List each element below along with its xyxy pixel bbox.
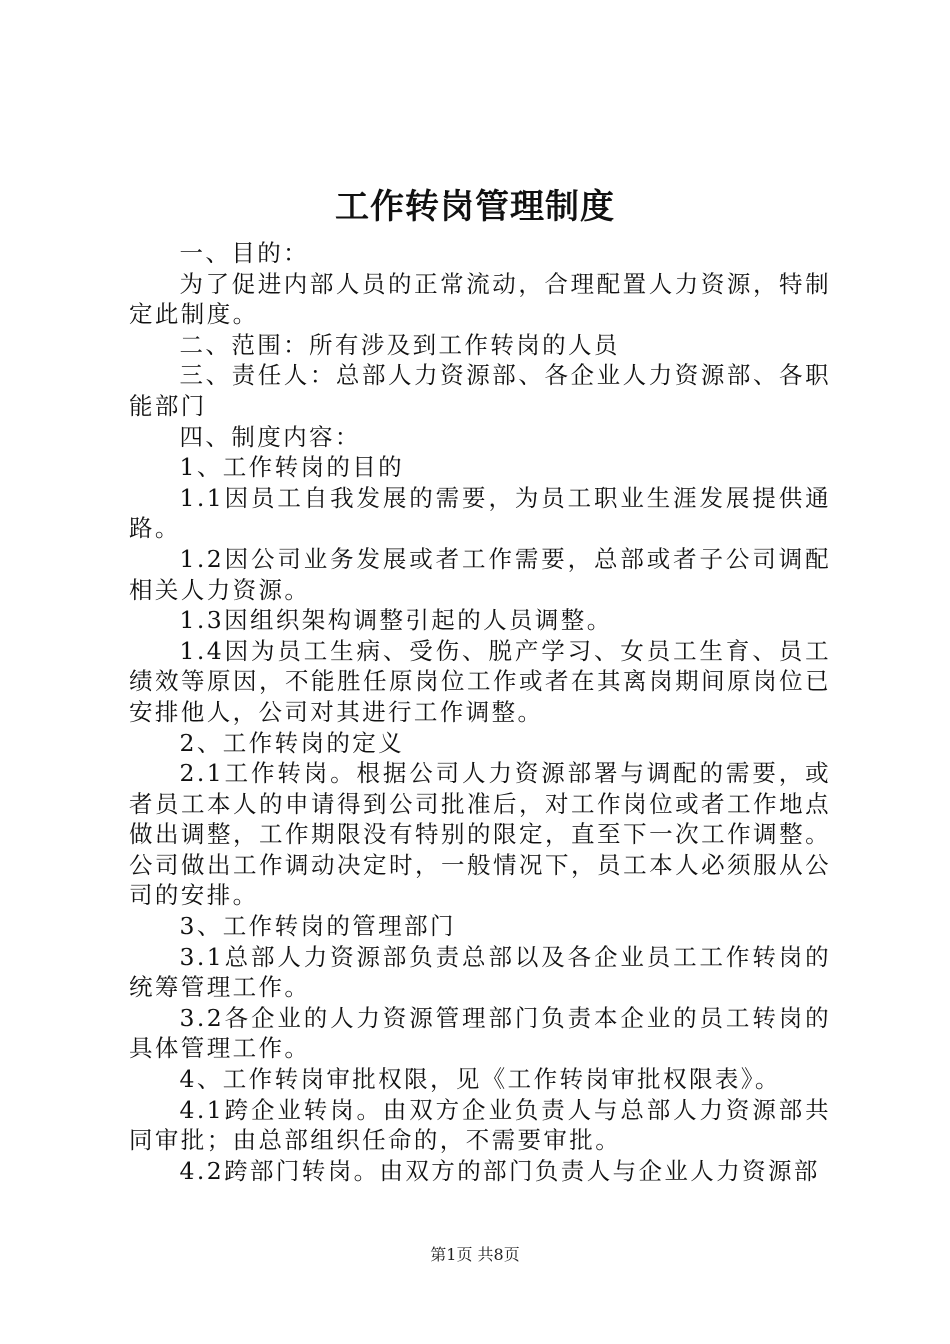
section-heading-responsible: 三、责任人：总部人力资源部、各企业人力资源部、各职能部门	[129, 361, 831, 420]
paragraph: 为了促进内部人员的正常流动，合理配置人力资源，特制定此制度。	[129, 269, 831, 329]
section-heading-scope: 二、范围：所有涉及到工作转岗的人员	[179, 330, 620, 359]
paragraph: 1.3因组织架构调整引起的人员调整。	[179, 606, 613, 635]
paragraph: 4.1跨企业转岗。由双方企业负责人与总部人力资源部共同审批；由总部组织任命的，不需要审批。	[129, 1095, 831, 1155]
subsection-heading: 1、工作转岗的目的	[179, 453, 405, 482]
subsection-heading: 4、工作转岗审批权限，见《工作转岗审批权限表》。	[179, 1065, 781, 1094]
section-heading-purpose: 一、目的：	[179, 239, 310, 267]
document-title: 工作转岗管理制度	[335, 187, 615, 227]
paragraph: 4.2跨部门转岗。由双方的部门负责人与企业人力资源部	[179, 1156, 820, 1185]
paragraph: 1.4因为员工生病、受伤、脱产学习、女员工生育、员工绩效等原因，不能胜任原岗位工作或者在其离岗期间原岗位已安排他人，公司对其进行工作调整。	[129, 636, 831, 726]
subsection-heading: 3、工作转岗的管理部门	[179, 912, 456, 941]
paragraph: 2.1工作转岗。根据公司人力资源部署与调配的需要，或者员工本人的申请得到公司批准后，对工作岗位或者工作地点做出调整，工作期限没有特别的限定，直至下一次工作调整。公司做出工作调动决定时，一般情况下，员工本人必须服从公司的安排。	[129, 759, 831, 910]
paragraph: 1.2因公司业务发展或者工作需要，总部或者子公司调配相关人力资源。	[129, 544, 831, 604]
subsection-heading: 2、工作转岗的定义	[179, 728, 405, 757]
section-heading-content: 四、制度内容：	[179, 422, 361, 451]
paragraph: 3.1总部人力资源部负责总部以及各企业员工工作转岗的统筹管理工作。	[129, 942, 831, 1002]
paragraph: 3.2各企业的人力资源管理部门负责本企业的员工转岗的具体管理工作。	[129, 1003, 831, 1063]
page-footer: 第1页 共8页	[430, 1245, 520, 1264]
document-body	[129, 238, 831, 1186]
paragraph: 1.1因员工自我发展的需要，为员工职业生涯发展提供通路。	[129, 483, 831, 543]
